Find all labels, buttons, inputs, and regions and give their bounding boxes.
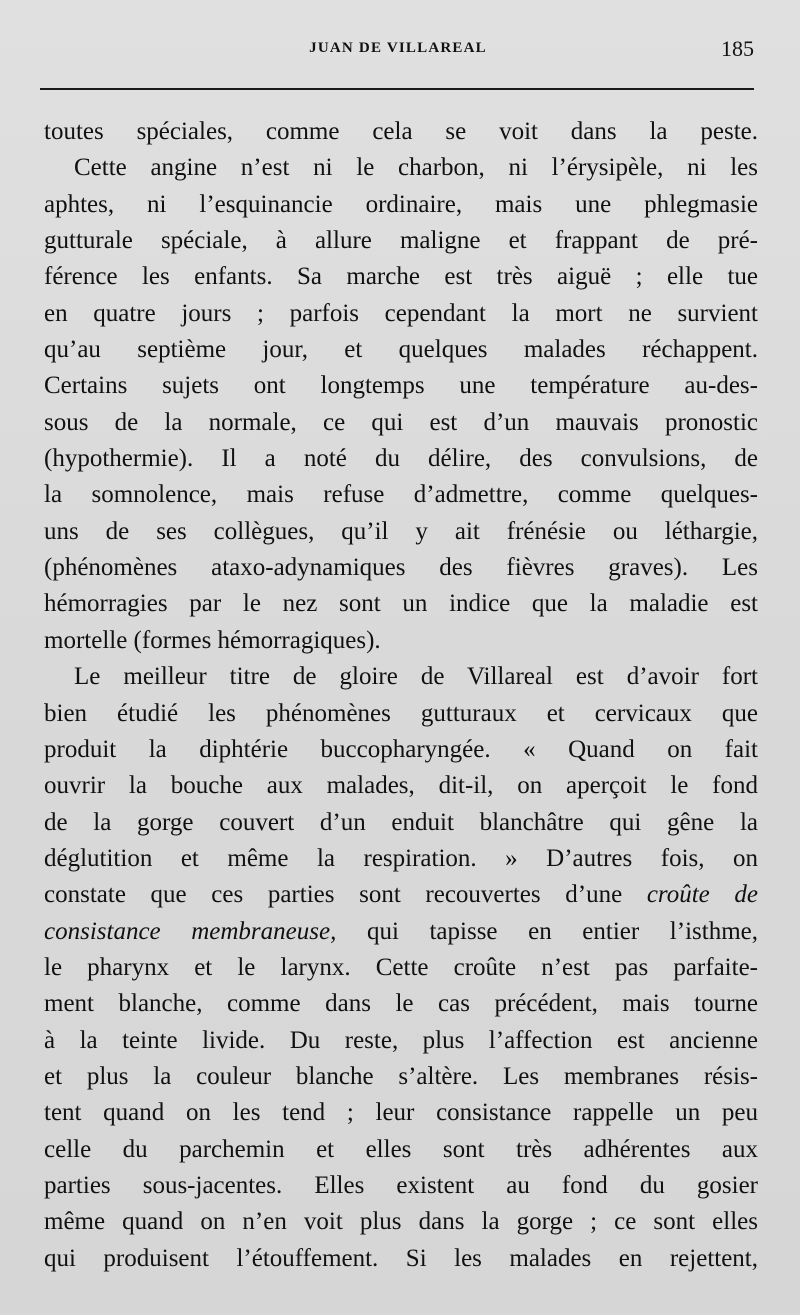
text-line: hémorragies par le nez sont un indice que la maladie est: [44, 590, 758, 618]
text-line: parties sous-jacentes. Elles existent au fond du gosier: [44, 1171, 758, 1199]
text-line: et plus la couleur blanche s’altère. Les membranes résis-: [44, 1062, 758, 1090]
text-line: [44, 914, 758, 950]
text-line: de la gorge couvert d’un enduit blanchâtre qui gêne la: [44, 808, 758, 836]
text-line: le pharynx et le larynx. Cette croûte n’est pas parfaite-: [44, 953, 758, 981]
text-line: Le meilleur titre de gloire de Villareal est d’avoir fort: [74, 663, 758, 691]
text-line: qu’au septième jour, et quelques malades réchappent.: [44, 336, 758, 364]
text-line: toutes spéciales, comme cela se voit dans la peste.: [44, 118, 758, 145]
text-line: uns de ses collègues, qu’il y ait frénésie ou léthargie,: [44, 517, 758, 545]
text-line: ouvrir la bouche aux malades, dit-il, on aperçoit le fond: [44, 772, 758, 800]
text-line: Cette angine n’est ni le charbon, ni l’érysipèle, ni les: [74, 154, 758, 182]
text-line: la somnolence, mais refuse d’admettre, comme quelques-: [44, 481, 758, 509]
text-line: [44, 877, 758, 913]
text-line: qui produisent l’étouffement. Si les malades en rejettent,: [44, 1244, 758, 1272]
text-line: en quatre jours ; parfois cependant la mort ne survient: [44, 299, 758, 327]
text-line: sous de la normale, ce qui est d’un mauvais pronostic: [44, 408, 758, 436]
text-line: déglutition et même la respiration. » D’autres fois, on: [44, 844, 758, 872]
text-line: tent quand on les tend ; leur consistance rappelle un peu: [44, 1099, 758, 1127]
page-header: [40, 36, 756, 70]
text-line: (hypothermie). Il a noté du délire, des convulsions, de: [44, 445, 758, 473]
text-line: à la teinte livide. Du reste, plus l’affection est ancienne: [44, 1026, 758, 1054]
text-line: même quand on n’en voit plus dans la gorge ; ce sont elles: [44, 1208, 758, 1236]
text-line: mortelle (formes hémorragiques).: [44, 626, 381, 654]
text-line: Certains sujets ont longtemps une température au-des-: [44, 372, 758, 400]
text-line: bien étudié les phénomènes gutturaux et cervicaux que: [44, 699, 758, 727]
page-number: 185: [721, 36, 754, 61]
running-title: JUAN DE VILLAREAL: [309, 40, 487, 56]
italic-phrase: consistance membraneuse,: [44, 917, 337, 945]
text-segment: constate que ces parties sont recouvertes d’une: [44, 881, 623, 909]
text-line: produit la diphtérie buccopharyngée. « Quand on fait: [44, 735, 758, 763]
text-line: (phénomènes ataxo-adynamiques des fièvres graves). Les: [44, 554, 758, 582]
text-line: celle du parchemin et elles sont très adhérentes aux: [44, 1135, 758, 1163]
text-line: férence les enfants. Sa marche est très aiguë ; elle tue: [44, 263, 758, 291]
text-line: ment blanche, comme dans le cas précédent, mais tourne: [44, 990, 758, 1018]
text-segment: qui tapisse en entier l’isthme,: [366, 917, 758, 945]
text-line: aphtes, ni l’esquinancie ordinaire, mais une phlegmasie: [44, 190, 758, 218]
text-line: gutturale spéciale, à allure maligne et frappant de pré-: [44, 227, 758, 255]
italic-phrase: croûte de: [646, 881, 758, 909]
header-rule: [40, 88, 754, 90]
body-text: [44, 114, 758, 1277]
